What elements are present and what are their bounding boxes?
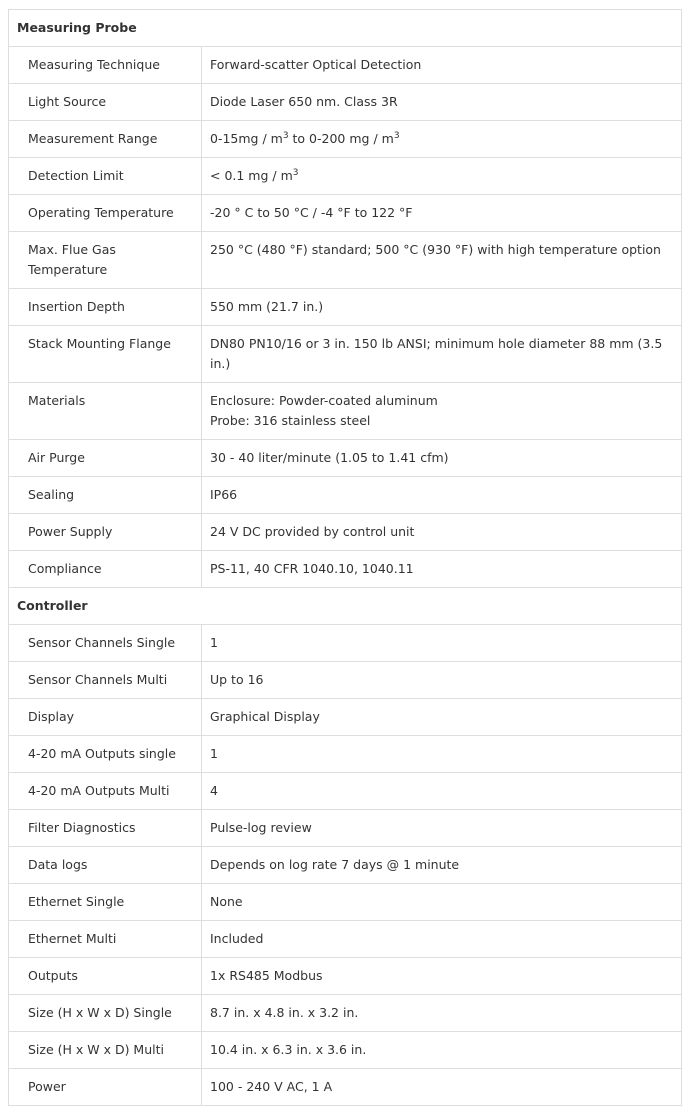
superscript-text: 3 xyxy=(282,131,289,141)
spec-value: 100 - 240 V AC, 1 A xyxy=(202,1069,682,1106)
spec-value: Graphical Display xyxy=(202,699,682,736)
value-text: 0-15mg / m xyxy=(210,131,283,146)
spec-value: Pulse-log review xyxy=(202,810,682,847)
spec-label: Compliance xyxy=(9,551,202,588)
table-row xyxy=(9,921,682,958)
spec-value: 24 V DC provided by control unit xyxy=(202,514,682,551)
spec-label: Air Purge xyxy=(9,440,202,477)
spec-value: 550 mm (21.7 in.) xyxy=(202,289,682,326)
spec-table-container xyxy=(8,9,681,1106)
table-row xyxy=(9,995,682,1032)
superscript-text: 3 xyxy=(292,168,299,178)
value-line: Enclosure: Powder-coated aluminum xyxy=(210,393,438,408)
section-title: Controller xyxy=(9,588,682,625)
spec-label: Max. Flue Gas Temperature xyxy=(9,232,202,289)
specifications-table xyxy=(8,9,682,1106)
table-row xyxy=(9,551,682,588)
table-row xyxy=(9,847,682,884)
superscript-text: 3 xyxy=(393,131,400,141)
section-header-row xyxy=(9,588,682,625)
spec-label: Insertion Depth xyxy=(9,289,202,326)
table-row xyxy=(9,195,682,232)
spec-value xyxy=(202,121,682,158)
spec-label: Sealing xyxy=(9,477,202,514)
spec-label: 4-20 mA Outputs single xyxy=(9,736,202,773)
spec-label: Measuring Technique xyxy=(9,47,202,84)
table-row xyxy=(9,84,682,121)
spec-label: Materials xyxy=(9,383,202,440)
table-row xyxy=(9,232,682,289)
table-row xyxy=(9,1069,682,1106)
spec-value xyxy=(202,383,682,440)
value-line: Probe: 316 stainless steel xyxy=(210,413,371,428)
table-row xyxy=(9,121,682,158)
table-row xyxy=(9,477,682,514)
spec-value: 4 xyxy=(202,773,682,810)
spec-label: Power Supply xyxy=(9,514,202,551)
spec-label: Light Source xyxy=(9,84,202,121)
spec-label: Sensor Channels Multi xyxy=(9,662,202,699)
spec-value: 10.4 in. x 6.3 in. x 3.6 in. xyxy=(202,1032,682,1069)
spec-label: Measurement Range xyxy=(9,121,202,158)
spec-value: -20 ° C to 50 °C / -4 °F to 122 °F xyxy=(202,195,682,232)
spec-value: 30 - 40 liter/minute (1.05 to 1.41 cfm) xyxy=(202,440,682,477)
spec-value: 1x RS485 Modbus xyxy=(202,958,682,995)
specifications-table-body xyxy=(9,10,682,1106)
table-row xyxy=(9,158,682,195)
table-row xyxy=(9,289,682,326)
spec-label: Power xyxy=(9,1069,202,1106)
spec-value: 250 °C (480 °F) standard; 500 °C (930 °F) with high temperature option xyxy=(202,232,682,289)
value-text: < 0.1 mg / m xyxy=(210,168,293,183)
spec-label: Size (H x W x D) Single xyxy=(9,995,202,1032)
value-text: to 0-200 mg / m xyxy=(288,131,394,146)
spec-label: Ethernet Multi xyxy=(9,921,202,958)
spec-label: Outputs xyxy=(9,958,202,995)
spec-label: Detection Limit xyxy=(9,158,202,195)
spec-value: 8.7 in. x 4.8 in. x 3.2 in. xyxy=(202,995,682,1032)
spec-label: Sensor Channels Single xyxy=(9,625,202,662)
table-row xyxy=(9,958,682,995)
spec-value: Up to 16 xyxy=(202,662,682,699)
spec-label: Ethernet Single xyxy=(9,884,202,921)
spec-value: PS-11, 40 CFR 1040.10, 1040.11 xyxy=(202,551,682,588)
table-row xyxy=(9,1032,682,1069)
spec-label: Filter Diagnostics xyxy=(9,810,202,847)
spec-value: Forward-scatter Optical Detection xyxy=(202,47,682,84)
table-row xyxy=(9,440,682,477)
spec-value: Diode Laser 650 nm. Class 3R xyxy=(202,84,682,121)
spec-label: Display xyxy=(9,699,202,736)
table-row xyxy=(9,736,682,773)
table-row xyxy=(9,662,682,699)
spec-value: 1 xyxy=(202,625,682,662)
spec-value: Depends on log rate 7 days @ 1 minute xyxy=(202,847,682,884)
spec-value: None xyxy=(202,884,682,921)
spec-value: IP66 xyxy=(202,477,682,514)
section-header-row xyxy=(9,10,682,47)
table-row xyxy=(9,773,682,810)
table-row xyxy=(9,699,682,736)
table-row xyxy=(9,514,682,551)
spec-label: Stack Mounting Flange xyxy=(9,326,202,383)
section-title: Measuring Probe xyxy=(9,10,682,47)
spec-value: DN80 PN10/16 or 3 in. 150 lb ANSI; minimum hole diameter 88 mm (3.5 in.) xyxy=(202,326,682,383)
spec-value: Included xyxy=(202,921,682,958)
spec-label: Operating Temperature xyxy=(9,195,202,232)
table-row xyxy=(9,625,682,662)
table-row xyxy=(9,884,682,921)
table-row xyxy=(9,810,682,847)
spec-label: 4-20 mA Outputs Multi xyxy=(9,773,202,810)
spec-label: Data logs xyxy=(9,847,202,884)
table-row xyxy=(9,47,682,84)
spec-value: 1 xyxy=(202,736,682,773)
spec-label: Size (H x W x D) Multi xyxy=(9,1032,202,1069)
spec-value xyxy=(202,158,682,195)
table-row xyxy=(9,326,682,383)
table-row xyxy=(9,383,682,440)
